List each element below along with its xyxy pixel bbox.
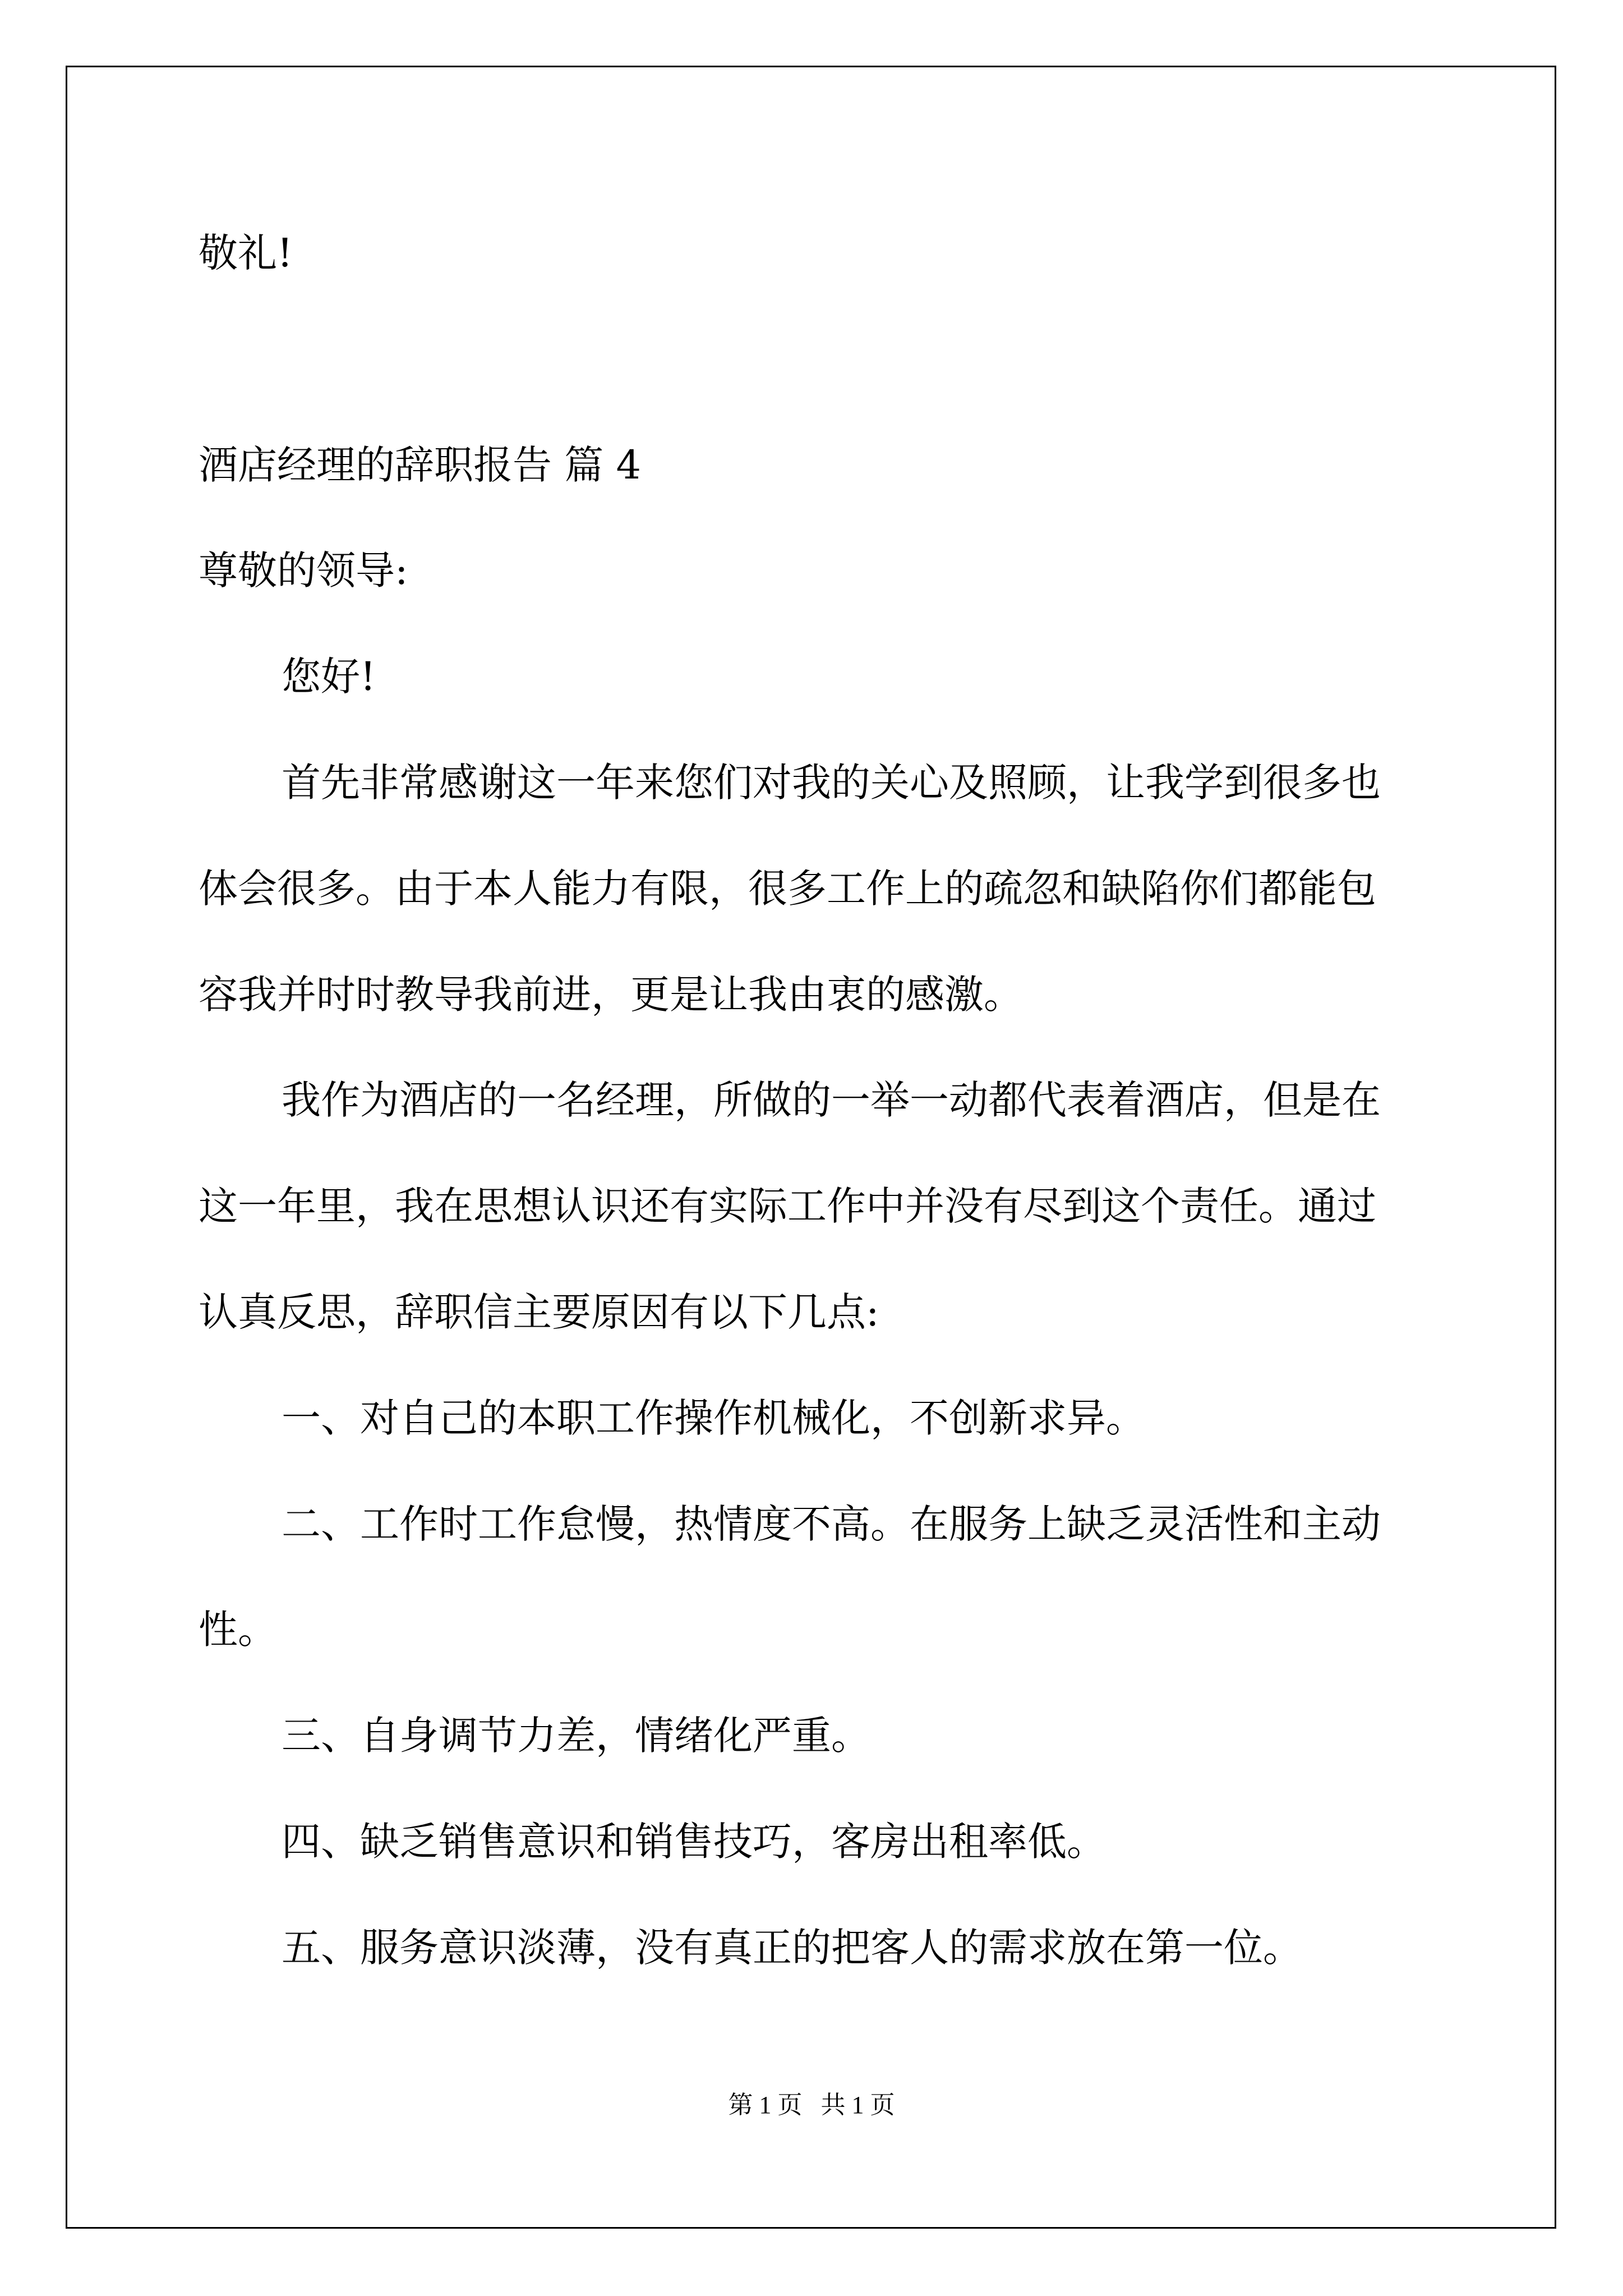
- list-item: 五、服务意识淡薄，没有真正的把客人的需求放在第一位。: [282, 1925, 1302, 1971]
- document-heading: 酒店经理的辞职报告 篇 4: [199, 442, 642, 488]
- body-line: 容我并时时教导我前进，更是让我由衷的感激。: [199, 972, 1023, 1018]
- list-item: 三、自身调节力差，情绪化严重。: [282, 1713, 870, 1759]
- page-border: [66, 66, 1556, 2229]
- page-footer: 第 1 页 共 1 页: [728, 2091, 895, 2119]
- body-line: 认真反思，辞职信主要原因有以下几点:: [199, 1289, 879, 1335]
- body-line: 我作为酒店的一名经理，所做的一举一动都代表着酒店，但是在: [282, 1077, 1381, 1123]
- list-item: 一、对自己的本职工作操作机械化，不创新求异。: [282, 1395, 1145, 1441]
- list-item: 二、工作时工作怠慢，热情度不高。在服务上缺乏灵活性和主动: [282, 1501, 1381, 1547]
- greeting: 您好!: [282, 654, 376, 700]
- body-line: 体会很多。由于本人能力有限，很多工作上的疏忽和缺陷你们都能包: [199, 866, 1376, 912]
- body-line: 这一年里，我在思想认识还有实际工作中并没有尽到这个责任。通过: [199, 1183, 1376, 1229]
- list-item-continuation: 性。: [199, 1607, 277, 1653]
- closing-text: 敬礼!: [199, 230, 293, 276]
- list-item: 四、缺乏销售意识和销售技巧，客房出租率低。: [282, 1819, 1106, 1865]
- salutation: 尊敬的领导:: [199, 547, 408, 593]
- body-line: 首先非常感谢这一年来您们对我的关心及照顾，让我学到很多也: [282, 760, 1381, 806]
